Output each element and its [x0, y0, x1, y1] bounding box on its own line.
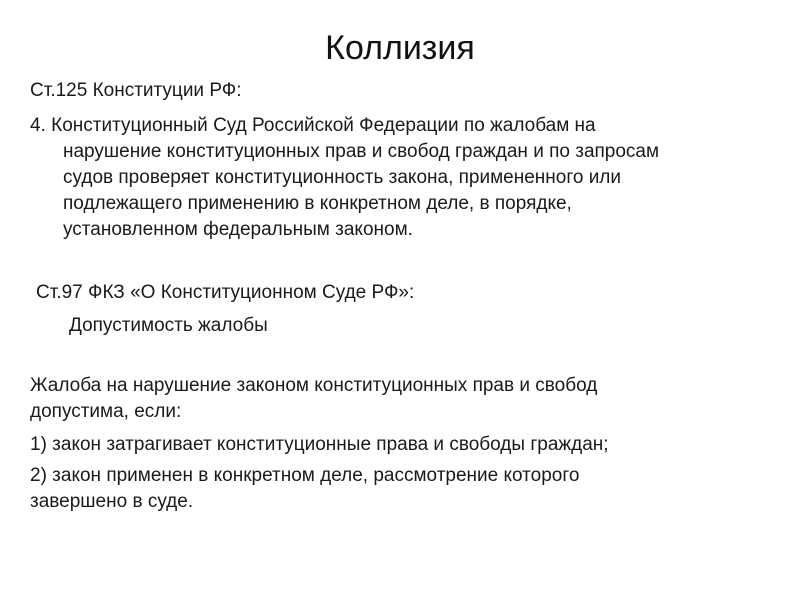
article-125-heading: Ст.125 Конституции РФ:	[30, 80, 242, 101]
slide-title: Коллизия	[325, 29, 475, 67]
condition-1: 1) закон затрагивает конституционные права и свободы граждан;	[30, 434, 609, 455]
article-125-text-line-2: нарушение конституционных прав и свобод граждан и по запросам	[63, 141, 660, 162]
condition-2-line-1: 2) закон применен в конкретном деле, рассмотрение которого	[30, 465, 580, 486]
complaint-line-1: Жалоба на нарушение законом конституционных прав и свобод	[30, 375, 598, 396]
complaint-line-2: допустима, если:	[30, 401, 182, 422]
article-97-subheading: Допустимость жалобы	[69, 315, 268, 336]
article-125-text-line-3: судов проверяет конституционность закона, примененного или	[63, 167, 622, 188]
article-97-heading: Ст.97 ФКЗ «О Конституционном Суде РФ»:	[36, 282, 415, 303]
article-125-text-line-4: подлежащего применению в конкретном деле, в порядке,	[63, 193, 572, 214]
article-125-text-line-5: установленном федеральным законом.	[63, 219, 413, 240]
article-125-text-line-1: 4. Конституционный Суд Российской Федерации по жалобам на	[30, 115, 596, 136]
condition-2-line-2: завершено в суде.	[30, 491, 194, 512]
